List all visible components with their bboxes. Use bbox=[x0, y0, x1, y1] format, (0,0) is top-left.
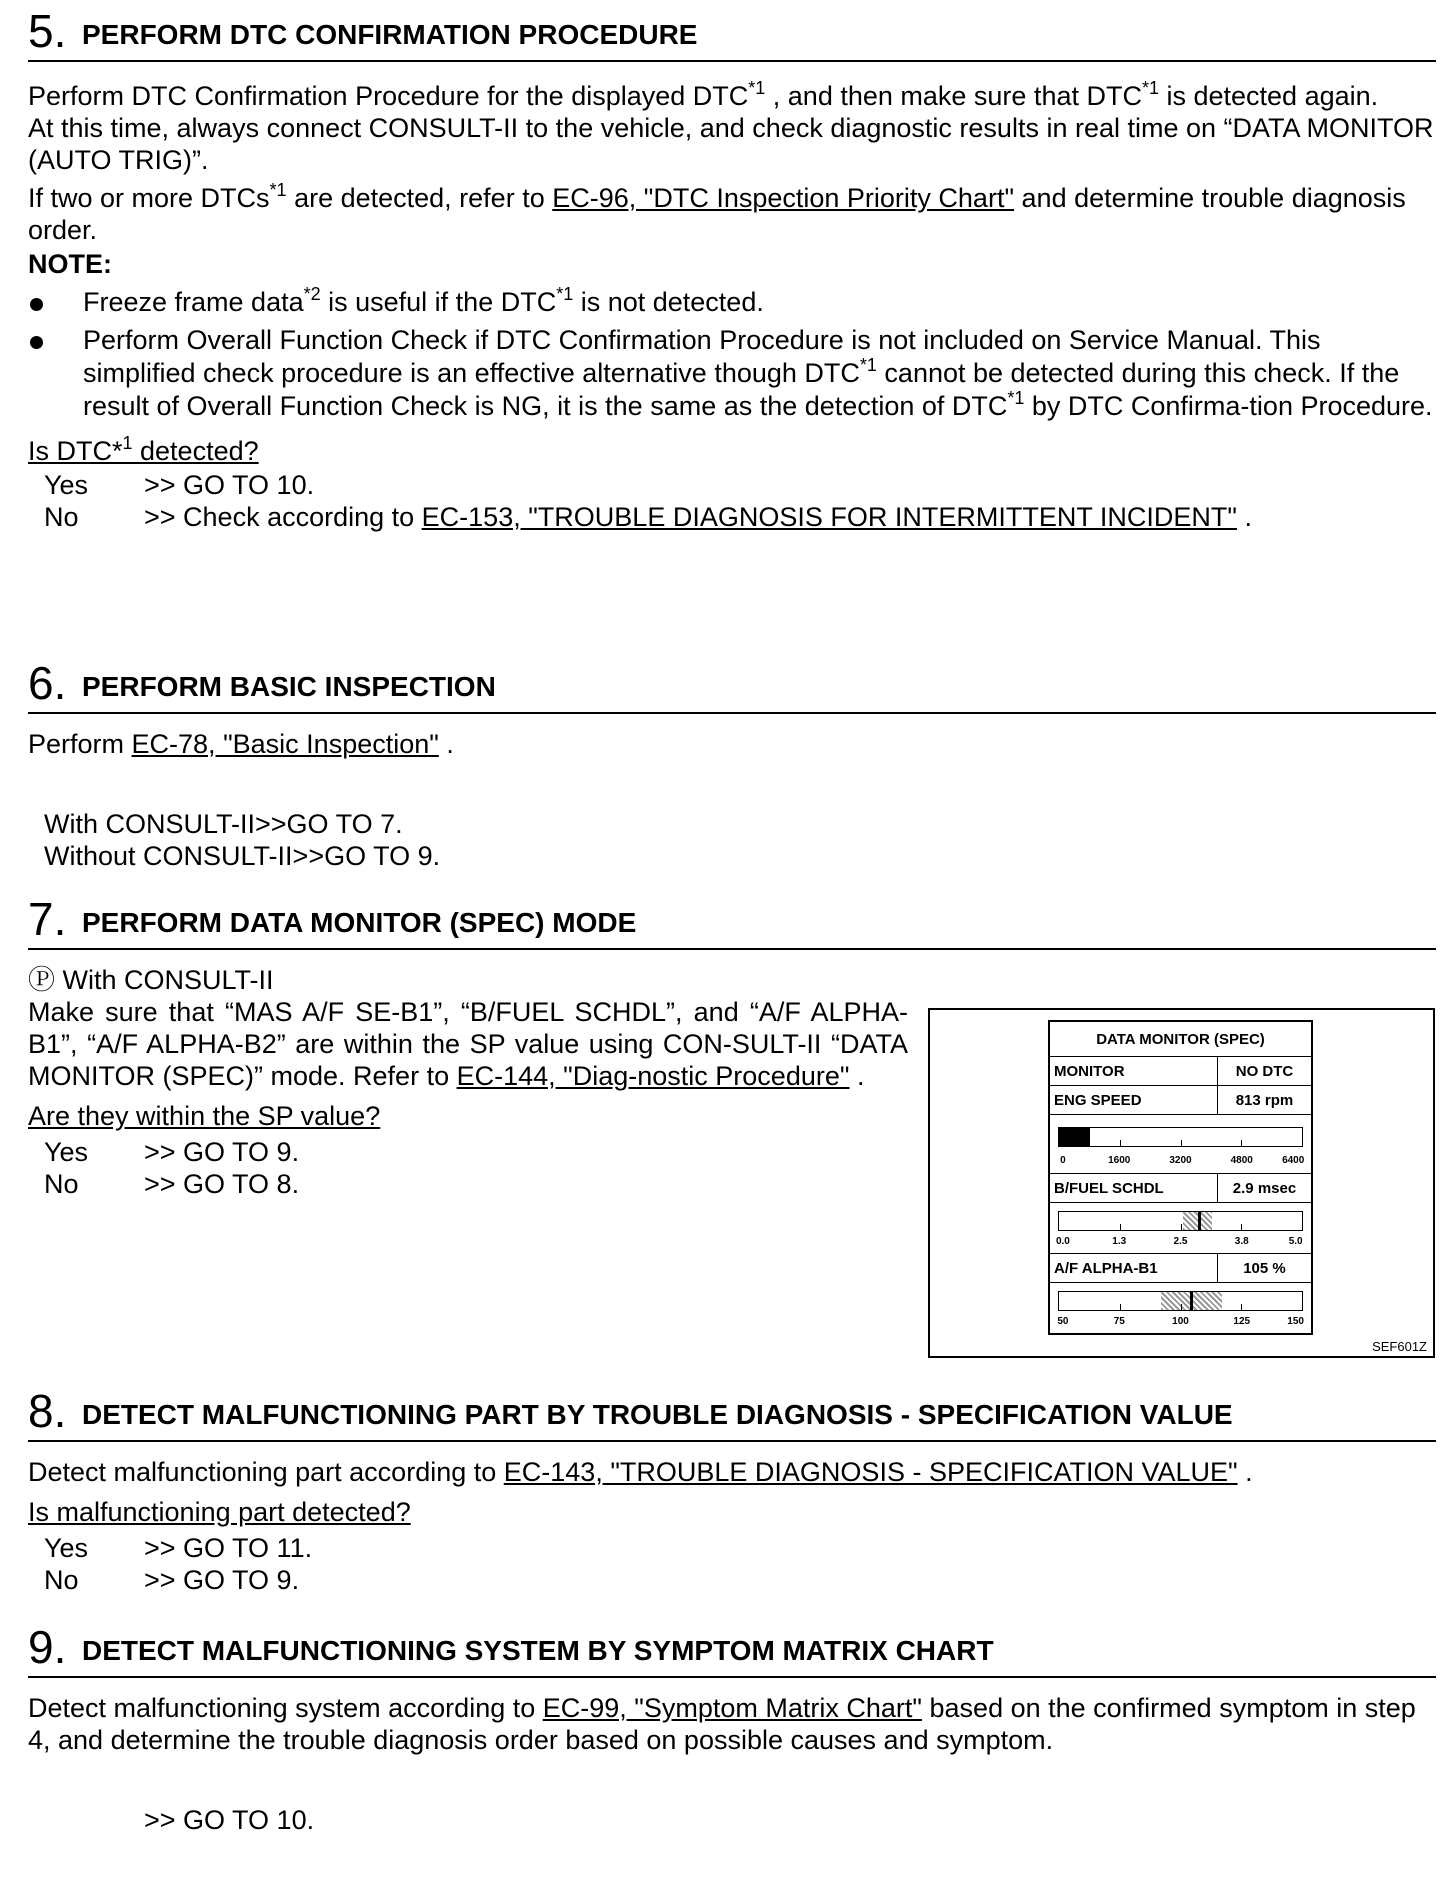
eng-speed-gauge bbox=[1050, 1115, 1311, 1174]
monitor-title: DATA MONITOR (SPEC) bbox=[1050, 1022, 1311, 1057]
monitor-row-fuel-schdl: B/FUEL SCHDL 2.9 msec bbox=[1050, 1174, 1311, 1203]
s7-para: Make sure that “MAS A/F SE-B1”, “B/FUEL SCHDL”, and “A/F ALPHA-B1”, “A/F ALPHA-B2” are within the SP value using CON-SULT-II “DATA MONITOR (SPEC)” mode. Refer to EC-144, "Diag-nostic Procedure" . bbox=[28, 997, 908, 1091]
section-9-title: DETECT MALFUNCTIONING SYSTEM BY SYMPTOM MATRIX CHART bbox=[82, 1635, 994, 1666]
eng-speed-tick-labels: 0 1600 3200 4800 6400 bbox=[1060, 1155, 1305, 1166]
section-6-number: 6. bbox=[28, 657, 67, 709]
af-alpha-marker bbox=[1190, 1292, 1193, 1310]
section-9-header bbox=[28, 1616, 1436, 1678]
bullet-icon bbox=[30, 298, 43, 311]
s5-question: Is DTC*$^1$ detected? bbox=[28, 433, 259, 466]
data-monitor-figure bbox=[928, 1008, 1435, 1358]
link-ec-99[interactable]: EC-99, "Symptom Matrix Chart" bbox=[542, 1693, 923, 1723]
bullet-icon bbox=[30, 336, 43, 349]
section-6-title: PERFORM BASIC INSPECTION bbox=[82, 671, 496, 702]
s5-answer-yes: Yes >> GO TO 10. bbox=[44, 470, 315, 500]
data-monitor-table bbox=[1048, 1020, 1313, 1335]
s5-para-3: If two or more DTCs$^{*1}$ are detected, refer to EC-96, "DTC Inspection Priority Chart" and determine trouble diagnosis order. bbox=[28, 180, 1406, 245]
section-5-body bbox=[28, 80, 1436, 533]
s9-go-to: >> GO TO 10. bbox=[144, 1805, 315, 1835]
section-6-header bbox=[28, 652, 1436, 714]
consult-icon: Ⓟ bbox=[28, 965, 55, 995]
section-8-number: 8. bbox=[28, 1385, 67, 1437]
s8-para: Detect malfunctioning part according to EC-143, "TROUBLE DIAGNOSIS - SPECIFICATION VALUE" . bbox=[28, 1457, 1253, 1487]
s6-para: Perform EC-78, "Basic Inspection" . bbox=[28, 729, 454, 759]
af-alpha-tick-labels: 50 75 100 125 150 bbox=[1057, 1316, 1304, 1327]
link-ec-78[interactable]: EC-78, "Basic Inspection" bbox=[131, 729, 439, 759]
monitor-row-eng-speed: ENG SPEED 813 rpm bbox=[1050, 1086, 1311, 1115]
s5-answer-no: No >> Check according to EC-153, "TROUBLE DIAGNOSIS FOR INTERMITTENT INCIDENT" . bbox=[44, 502, 1252, 532]
section-9-body bbox=[28, 1692, 1436, 1836]
section-9-number: 9. bbox=[28, 1621, 67, 1673]
fuel-schdl-tick-labels: 0.0 1.3 2.5 3.8 5.0 bbox=[1055, 1236, 1303, 1247]
s6-with-consult: With CONSULT-II>>GO TO 7. bbox=[44, 809, 403, 839]
section-7-number: 7. bbox=[28, 893, 67, 945]
section-7-header bbox=[28, 888, 1436, 950]
af-alpha-gauge bbox=[1050, 1283, 1311, 1333]
section-5-number: 5. bbox=[28, 5, 67, 57]
s5-para-1: Perform DTC Confirmation Procedure for the displayed DTC$^{*1}$ , and then make sure that DTC$^{*1}$ is detected again. bbox=[28, 78, 1379, 111]
note-label: NOTE: bbox=[28, 249, 112, 279]
s6-without-consult: Without CONSULT-II>>GO TO 9. bbox=[44, 841, 441, 871]
s7-question: Are they within the SP value? bbox=[28, 1101, 381, 1131]
section-5-header bbox=[28, 0, 1436, 62]
eng-speed-gauge-fill bbox=[1059, 1128, 1090, 1146]
note-bullet-1: Freeze frame data$^{*2}$ is useful if the DTC$^{*1}$ is not detected. bbox=[28, 286, 1436, 318]
monitor-row-af-alpha: A/F ALPHA-B1 105 % bbox=[1050, 1254, 1311, 1283]
s8-answer-yes: Yes >> GO TO 11. bbox=[44, 1533, 313, 1563]
note-bullet-2: Perform Overall Function Check if DTC Confirmation Procedure is not included on Service Manual. This simplified check procedure is an effective alternative though DTC$^{*1}$ cannot be detected during this check. If the result of Overall Function Check is NG, it is the same as the detection of DTC$^{*1}$ by DTC Confirma-tion Procedure. bbox=[28, 324, 1436, 423]
fuel-schdl-marker bbox=[1198, 1212, 1201, 1230]
section-6-body bbox=[28, 728, 1436, 872]
monitor-header-row: MONITOR NO DTC bbox=[1050, 1057, 1311, 1086]
section-5-title: PERFORM DTC CONFIRMATION PROCEDURE bbox=[82, 19, 698, 50]
s8-question: Is malfunctioning part detected? bbox=[28, 1497, 411, 1527]
s8-answer-no: No >> GO TO 9. bbox=[44, 1565, 300, 1595]
link-ec-143[interactable]: EC-143, "TROUBLE DIAGNOSIS - SPECIFICATION VALUE" bbox=[503, 1457, 1238, 1487]
s9-para: Detect malfunctioning system according to EC-99, "Symptom Matrix Chart" based on the confirmed symptom in step 4, and determine the trouble diagnosis order based on possible causes and symptom. bbox=[28, 1693, 1416, 1755]
section-8-title: DETECT MALFUNCTIONING PART BY TROUBLE DIAGNOSIS - SPECIFICATION VALUE bbox=[82, 1399, 1233, 1430]
figure-code: SEF601Z bbox=[1372, 1339, 1427, 1354]
s7-with-consult: Ⓟ With CONSULT-II bbox=[28, 965, 274, 995]
link-ec-144[interactable]: EC-144, "Diag-nostic Procedure" bbox=[456, 1061, 850, 1091]
s5-para-2: At this time, always connect CONSULT-II to the vehicle, and check diagnostic results in real time on “DATA MONITOR (AUTO TRIG)”. bbox=[28, 113, 1434, 175]
section-8-header bbox=[28, 1380, 1436, 1442]
link-ec-96[interactable]: EC-96, "DTC Inspection Priority Chart" bbox=[552, 183, 1015, 213]
fuel-schdl-gauge bbox=[1050, 1203, 1311, 1254]
link-ec-153[interactable]: EC-153, "TROUBLE DIAGNOSIS FOR INTERMITTENT INCIDENT" bbox=[421, 502, 1237, 532]
section-7-body bbox=[28, 964, 908, 1200]
s7-answer-no: No >> GO TO 8. bbox=[44, 1169, 300, 1199]
s7-answer-yes: Yes >> GO TO 9. bbox=[44, 1137, 300, 1167]
section-7-title: PERFORM DATA MONITOR (SPEC) MODE bbox=[82, 907, 637, 938]
section-8-body bbox=[28, 1456, 1436, 1596]
